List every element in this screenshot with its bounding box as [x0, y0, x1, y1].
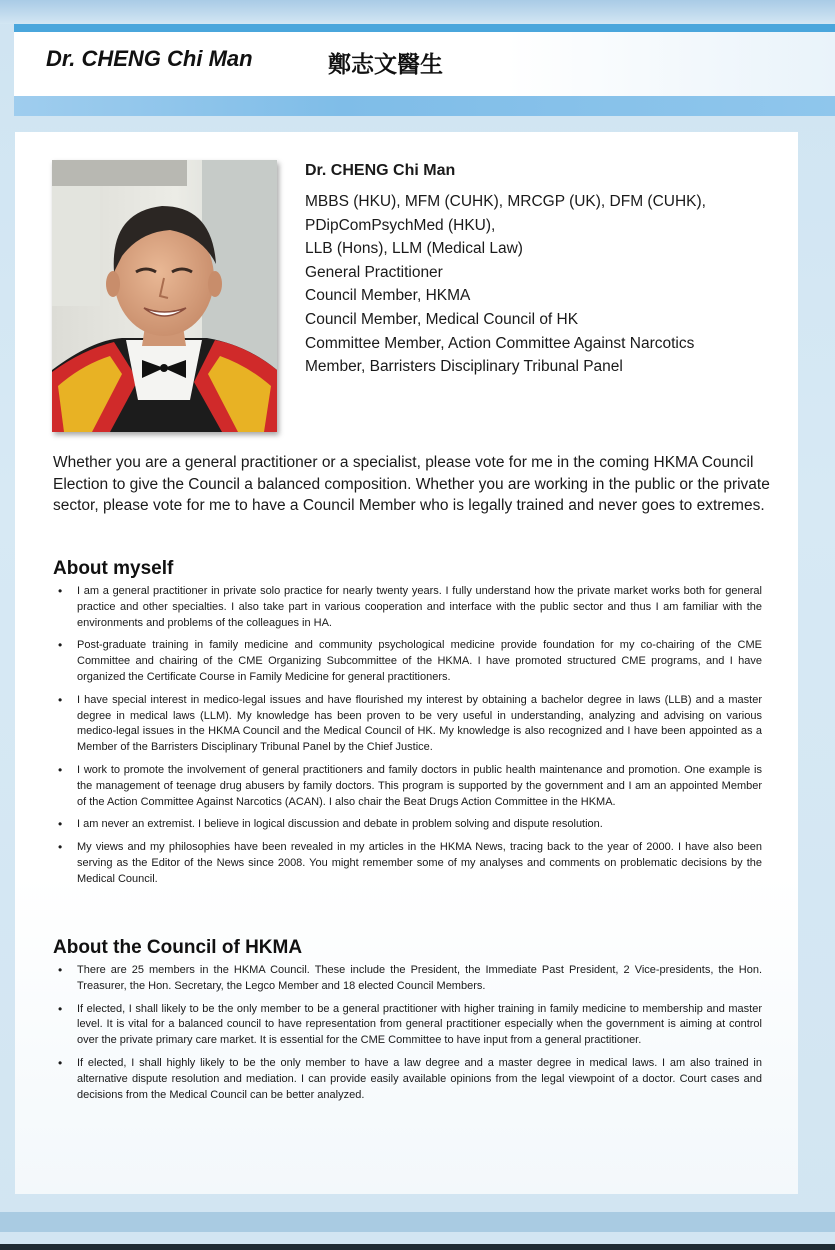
bio-line: PDipComPsychMed (HKU), [305, 216, 496, 234]
list-item: • If elected, I shall likely to be the only member to be a general practitioner with higher training in family medicine to membership and master level. It is vital for a balanced council to have representation from general practitioner especially when the government is aiming at control over the private primary care market. It is essential for the CME Committee to have input from a general practitioner. [58, 1002, 762, 1049]
bio-name: Dr. CHENG Chi Man [305, 162, 456, 179]
list-item: • If elected, I shall highly likely to be the only member to have a law degree and a master degree in medical laws. I am also trained in alternative dispute resolution and mediation. I can provide easily available opinions from the legal viewpoint of a doctor. Court cases and decisions from the Medical Council can be better analyzed. [58, 1056, 762, 1103]
bio-credentials [305, 190, 706, 379]
header-underline-band [14, 96, 835, 116]
portrait-illustration [52, 160, 277, 432]
footer-edge [0, 1244, 835, 1250]
list-item: • I have special interest in medico-legal issues and have flourished my interest by obtaining a bachelor degree in laws (LLB) and a master degree in medical laws (LLM). My knowledge has been proven to be very useful in understanding, analyzing and advising on various medico-legal issues in the HKMA Council and the Medical Council of HK. My knowledge is also recognized and I have been appointed as a Member of the Barristers Disciplinary Tribunal Panel by the Chief Justice. [58, 693, 762, 756]
about-council-heading: About the Council of HKMA [53, 937, 303, 958]
list-item: • I work to promote the involvement of general practitioners and family doctors in public health maintenance and promotion. One example is the management of teenage drug abusers by family doctors. This program is supported by the government and I am an appointed Member of the Action Committee Against Narcotics (ACAN). I also chair the Beat Drugs Action Committee in the HKMA. [58, 763, 762, 810]
list-item: • I am a general practitioner in private solo practice for nearly twenty years. I fully understand how the private market works both for general practice and other specialties. I also take part in various cooperation and interface with the public sector and thus I am familiar with the environments and problems of the colleagues in HA. [58, 584, 762, 631]
about-council-list [58, 963, 762, 1110]
intro-paragraph: Whether you are a general practitioner or a specialist, please vote for me in the coming HKMA Council Election to give the Council a balanced composition. Whether you are working in the public or the private sector, please vote for me to have a Council Member who is legally trained and never goes to extremes. [53, 454, 770, 514]
top-stripe [0, 0, 835, 24]
bio-line: General Practitioner [305, 263, 443, 281]
header-accent-line [14, 24, 835, 32]
chinese-name: 鄭志文醫生 [328, 51, 443, 77]
bio-line: Member, Barristers Disciplinary Tribunal Panel [305, 358, 623, 376]
bio-line: Committee Member, Action Committee Against Narcotics [305, 334, 695, 352]
footer-band [0, 1212, 835, 1232]
bio-line: MBBS (HKU), MFM (CUHK), MRCGP (UK), DFM (CUHK), [305, 193, 706, 210]
list-item: • There are 25 members in the HKMA Council. These include the President, the Immediate Past President, 2 Vice-presidents, the Hon. Treasurer, the Hon. Secretary, the Legco Member and 18 elected Council Members. [58, 963, 762, 995]
page-title: Dr. CHENG Chi Man [46, 46, 253, 71]
portrait-photo [52, 160, 277, 432]
bio-line: Council Member, HKMA [305, 287, 471, 305]
bio-line: Council Member, Medical Council of HK [305, 310, 579, 328]
about-myself-heading: About myself [53, 558, 174, 579]
list-item: • I am never an extremist. I believe in logical discussion and debate in problem solving and dispute resolution. [58, 817, 762, 833]
about-myself-list [58, 584, 762, 895]
bio-line: LLB (Hons), LLM (Medical Law) [305, 240, 523, 258]
list-item: • My views and my philosophies have been revealed in my articles in the HKMA News, tracing back to the year of 2000. I have also been serving as the Editor of the News since 2008. You might remember some of my analyses and comments on problematic decisions by the Medical Council. [58, 840, 762, 887]
list-item: • Post-graduate training in family medicine and community psychological medicine provide foundation for my co-chairing of the CME Committee and chairing of the CME Organizing Subcommittee of the HKMA. I have promoted structured CME programs, and I have organized the Certificate Course in Family Medicine for general practitioners. [58, 638, 762, 685]
